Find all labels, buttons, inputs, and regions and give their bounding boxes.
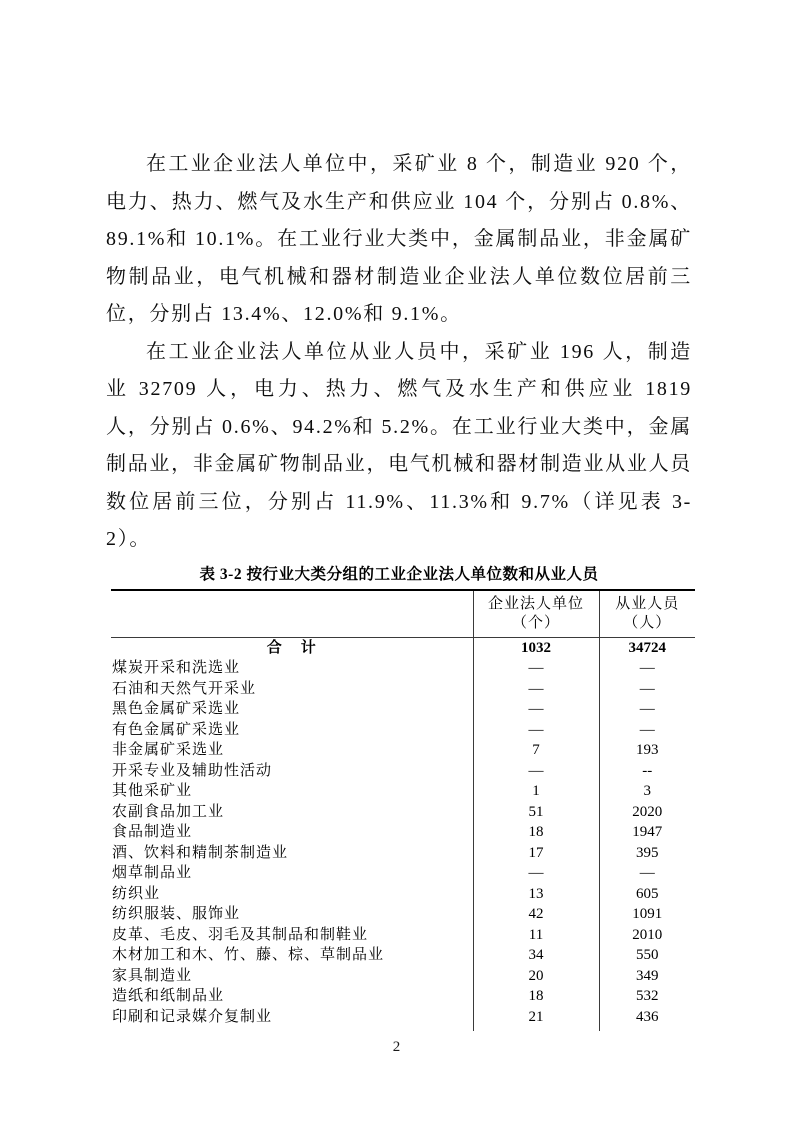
industry-cell: 酒、饮料和精制茶制造业 <box>111 843 473 864</box>
table-row <box>111 843 695 864</box>
rule-extension-cell <box>111 1027 473 1031</box>
units-cell: 34 <box>473 945 599 966</box>
paragraph-employees: 在工业企业法人单位从业人员中，采矿业 196 人，制造业 32709 人，电力、热力、燃气及水生产和供应业 1819 人，分别占 0.6%、94.2%和 5.2%。在工业行业大类中，金属制品业，非金属矿物制品业，电气机械和器材制造业从业人员数位居前三位，分别占 11.9%、11.3%和 9.7%（详见表 3-2）。 <box>106 340 692 550</box>
table-row <box>111 699 695 720</box>
table-row <box>111 904 695 925</box>
employees-cell: 1947 <box>632 824 663 840</box>
table-header-row <box>111 590 695 638</box>
industry-cell: 其他采矿业 <box>111 781 473 802</box>
industry-cell: 开采专业及辅助性活动 <box>111 761 473 782</box>
table-row <box>111 781 695 802</box>
units-cell: — <box>473 863 599 884</box>
units-cell: 1032 <box>473 637 599 658</box>
table-rule-extension <box>111 1027 695 1031</box>
paragraph-legal-units: 在工业企业法人单位中，采矿业 8 个，制造业 920 个，电力、热力、燃气及水生产和供应业 104 个，分别占 0.8%、89.1%和 10.1%。在工业行业大类中，金属制品业，非金属矿物制品业，电气机械和器材制造业企业法人单位数位居前三位，分别占 13.4%、12.0%和 9.1%。 <box>106 153 692 325</box>
industry-cell: 造纸和纸制品业 <box>111 986 473 1007</box>
table-row <box>111 966 695 987</box>
units-cell: 20 <box>473 966 599 987</box>
table-header <box>111 590 695 638</box>
units-cell: 18 <box>473 822 599 843</box>
units-cell: — <box>473 679 599 700</box>
table-body <box>111 637 695 1031</box>
table-row <box>111 761 695 782</box>
industry-cell: 皮革、毛皮、羽毛及其制品和制鞋业 <box>111 925 473 946</box>
header-units-line2: （个） <box>511 614 560 631</box>
employees-cell: 2020 <box>632 803 663 820</box>
units-cell: 17 <box>473 843 599 864</box>
table-row <box>111 822 695 843</box>
table-row <box>111 884 695 905</box>
industry-cell: 非金属矿采选业 <box>111 740 473 761</box>
industry-cell: 家具制造业 <box>111 966 473 987</box>
table-row <box>111 720 695 741</box>
page-content <box>106 0 692 1031</box>
industry-cell: 纺织服装、服饰业 <box>111 904 473 925</box>
industry-cell: 烟草制品业 <box>111 863 473 884</box>
employees-cell: 349 <box>636 967 659 984</box>
industry-cell: 纺织业 <box>111 884 473 905</box>
industry-cell: 石油和天然气开采业 <box>111 679 473 700</box>
table-caption: 表 3-2 按行业大类分组的工业企业法人单位数和从业人员 <box>199 565 599 583</box>
header-industry-cell <box>111 590 473 638</box>
industry-cell: 木材加工和木、竹、藤、棕、草制品业 <box>111 945 473 966</box>
table-row <box>111 802 695 823</box>
employees-cell: 550 <box>636 947 659 963</box>
employees-cell: 2010 <box>632 926 663 943</box>
units-cell: 18 <box>473 986 599 1007</box>
table-row <box>111 863 695 884</box>
employees-cell: 395 <box>636 844 659 861</box>
table-row <box>111 925 695 946</box>
industry-table <box>111 589 695 1032</box>
employees-cell: 3 <box>643 783 651 799</box>
units-cell: 42 <box>473 904 599 925</box>
employees-cell: — <box>639 701 655 717</box>
employees-cell: 436 <box>636 1008 659 1025</box>
employees-cell: 532 <box>636 988 659 1004</box>
industry-cell: 农副食品加工业 <box>111 802 473 823</box>
units-cell: — <box>473 761 599 782</box>
header-units-cell <box>473 590 599 638</box>
employees-cell: — <box>639 865 655 881</box>
page-number: 2 <box>392 1039 401 1055</box>
units-cell: 7 <box>473 740 599 761</box>
table-row <box>111 658 695 679</box>
employees-cell: — <box>639 660 655 676</box>
rule-extension-cell <box>599 1027 695 1031</box>
industry-cell: 煤炭开采和洗选业 <box>111 658 473 679</box>
table-row <box>111 986 695 1007</box>
employees-cell: 605 <box>636 885 659 902</box>
industry-cell: 合 计 <box>111 637 473 658</box>
units-cell: 13 <box>473 884 599 905</box>
units-cell: 11 <box>473 925 599 946</box>
employees-cell: 193 <box>636 742 659 758</box>
table-row <box>111 679 695 700</box>
industry-cell: 印刷和记录媒介复制业 <box>111 1007 473 1028</box>
units-cell: 21 <box>473 1007 599 1028</box>
employees-cell: — <box>639 680 655 697</box>
header-employees-cell <box>599 590 695 638</box>
industry-cell: 有色金属矿采选业 <box>111 720 473 741</box>
table-row <box>111 1007 695 1028</box>
header-units-line1: 企业法人单位 <box>487 595 584 612</box>
industry-cell: 食品制造业 <box>111 822 473 843</box>
header-employees-line1: 从业人员 <box>615 595 680 612</box>
industry-cell: 黑色金属矿采选业 <box>111 699 473 720</box>
table-row <box>111 740 695 761</box>
rule-extension-cell <box>473 1027 599 1031</box>
units-cell: — <box>473 699 599 720</box>
units-cell: 51 <box>473 802 599 823</box>
table-row <box>111 637 695 658</box>
units-cell: — <box>473 658 599 679</box>
employees-cell: -- <box>642 762 653 779</box>
employees-cell: 1091 <box>632 906 663 922</box>
units-cell: — <box>473 720 599 741</box>
employees-cell: 34724 <box>628 639 666 656</box>
header-employees-line2: （人） <box>623 614 672 631</box>
units-cell: 1 <box>473 781 599 802</box>
employees-cell: — <box>639 721 655 738</box>
table-row <box>111 945 695 966</box>
